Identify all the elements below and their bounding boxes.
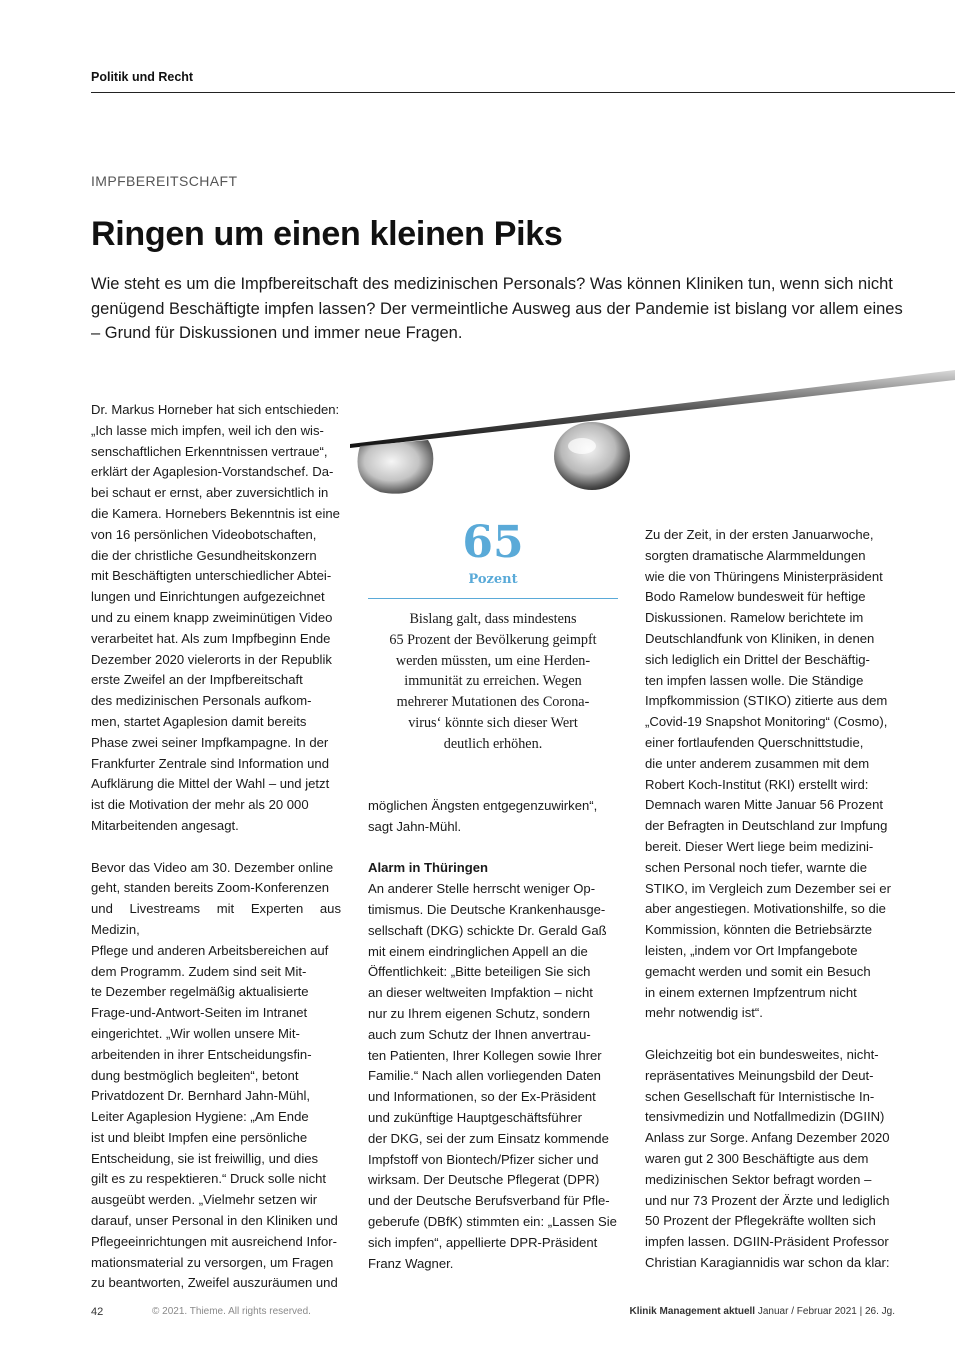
needle-illustration: [350, 360, 955, 510]
header-rule: [91, 92, 955, 93]
column-3: [645, 525, 895, 1274]
stat-unit: Pozent: [468, 572, 518, 587]
section-label: Politik und Recht: [91, 70, 194, 84]
article-kicker: IMPFBEREITSCHAFT: [91, 173, 238, 189]
paragraph: Gleichzeitig bot ein bundesweites, nicht- repräsentatives Meinungsbild der Deut- schen Gesellschaft für Internistische In- tensivmedizin und Notfallmedizin (DGIIN) Anlass zur Sorge. Anfang Dezember 2020 waren gut 2 300 Beschäftigte aus dem medizinischen Sektor befragt worden – und nur 73 Prozent der Ärzte und lediglich 50 Prozent der Pflegekräfte wollten sich impfen lassen. DGIIN-Präsident Professor Christian Karagiannidis war schon da klar:: [645, 1046, 890, 1270]
paragraph: Zu der Zeit, in der ersten Januarwoche, sorgten dramatische Alarmmeldungen wie die von Thüringens Ministerpräsident Bodo Ramelow bundesweit für heftige Diskussionen. Ramelow berichtete im Deutschlandfunk von Kliniken, in denen sich lediglich ein Drittel der Beschäftig- ten impfen lassen wolle. Die Ständige Impfkommission (STIKO) zitierte aus dem „Covid-19 Snapshot Monitoring“ (Cosmo), einer fortlaufenden Querschnittstudie, die unter anderem zusammen mit dem Robert Koch-Institut (RKI) erstellt wird: Demnach waren Mitte Januar 56 Prozent der Befragten in Deutschland zur Impfung bereit. Dieser Wert liege beim medizini- schen Personal noch tiefer, warnte die STIKO, im Vergleich zum Dezember sei er aber angestiegen. Motivationshilfe, so die Kommission, könnten die Betriebsärzte leisten, „indem vor Ort Impfangebote gemacht werden und somit ein Besuch in einem externen Impfzentrum nicht mehr notwendig ist“.: [645, 527, 891, 1021]
column-2: [368, 796, 618, 1274]
copyright-notice: © 2021. Thieme. All rights reserved.: [152, 1306, 311, 1317]
stat-number: 65: [462, 517, 524, 568]
subheading: Alarm in Thüringen: [368, 860, 489, 876]
page-number: 42: [91, 1306, 104, 1318]
article-lead: Wie steht es um die Impfbereitschaft des medizinischen Personals? Was können Kliniken tun, wenn sich nicht genügend Beschäftigte impfen lassen? Der vermeintliche Ausweg aus der Pandemie ist bislang vor allem eines – Grund für Diskussionen und immer neue Fragen.: [91, 275, 903, 342]
stat-caption: Bislang galt, dass mindestens 65 Prozent der Bevölkerung geimpft werden müssten, um eine Herden- immunität zu erreichen. Wegen mehrerer Mutationen des Corona- virus‘ könnte sich dieser Wert deutlich erhöhen.: [389, 611, 597, 752]
column-1: [91, 400, 341, 1294]
paragraph: möglichen Ängsten entgegenzuwirken“, sagt Jahn-Mühl.: [368, 798, 598, 834]
journal-info: [630, 1306, 896, 1317]
paragraph: Bevor das Video am 30. Dezember online geht, standen bereits Zoom-Konferenzen und Livestreams mit Experten aus Medizin, Pflege und anderen Arbeitsbereichen auf dem Programm. Zudem sind seit Mit- te Dezember regelmäßig aktualisierte Frage-und-Antwort-Seiten im Intranet eingerichtet. „Wir wollen unsere Mit- arbeitenden in ihrer Entscheidungsfin- dung bestmöglich begleiten“, betont Privatdozent Dr. Bernhard Jahn-Mühl, Leiter Agaplesion Hygiene: „Am Ende ist und bleibt Impfen eine persönliche Entscheidung, sie ist freiwillig, und dies gilt es zu respektieren.“ Druck solle nicht ausgeübt werden. „Vielmehr setzen wir darauf, unser Personal in den Kliniken und Pflegeeinrichtungen mit ausreichend Infor- mationsmaterial zu versorgen, um Fragen zu beantworten, Zweifel auszuräumen und: [91, 859, 341, 1291]
article-title: Ringen um einen kleinen Piks: [91, 215, 563, 253]
stat-divider: [368, 598, 618, 599]
paragraph: Dr. Markus Horneber hat sich entschieden: „Ich lasse mich impfen, weil ich den wis- senschaftlichen Erkenntnissen vertraue“, erklärt der Agaplesion-Vorstandschef. Da- bei schaut er ernst, aber zuversichtlich in die Kamera. Hornebers Bekenntnis ist eine von 16 persönlichen Videobotschaften, die der christliche Gesundheitskonzern mit Beschäftigten unterschiedlicher Abtei- lungen und Einrichtungen aufgezeichnet und zu einem knapp zweiminütigen Video verarbeitet hat. Als zum Impfbeginn Ende Dezember 2020 vielerorts in der Republik erste Zweifel an der Impfbereitschaft des medizinischen Personals aufkom- men, startet Agaplesion damit bereits Phase zwei seiner Impfkampagne. In der Frankfurter Zentrale sind Information und Aufklärung die Mittel der Wahl – und jetzt ist die Motivation der mehr als 20 000 Mitarbeitenden angesagt.: [91, 402, 340, 833]
journal-issue: Januar / Februar 2021 | 26. Jg.: [757, 1306, 895, 1317]
paragraph: An anderer Stelle herrscht weniger Op- timismus. Die Deutsche Krankenhausge- sellschaft (DKG) schickte Dr. Gerald Gaß mit einem eindringlichen Appell an die Öffentlichkeit: „Bitte beteiligen Sie sich an dieser weltweiten Impfaktion – nicht nur zu Ihrem eigenen Schutz, sondern auch zum Schutz der Ihnen anvertrau- ten Patienten, Ihrer Kollegen sowie Ihrer Familie.“ Nach allen vorliegenden Daten und Informationen, so der Ex-Präsident und zukünftige Hauptgeschäftsführer der DKG, sei der zum Einsatz kommende Impfstoff von Biontech/Pfizer sicher und wirksam. Der Deutsche Pflegerat (DPR) und der Deutsche Berufsverband für Pfle- geberufe (DBfK) stimmten ein: „Lassen Sie sich impfen“, appellierte DPR-Präsident Franz Wagner.: [368, 881, 617, 1271]
journal-name: Klinik Management aktuell: [629, 1306, 756, 1317]
